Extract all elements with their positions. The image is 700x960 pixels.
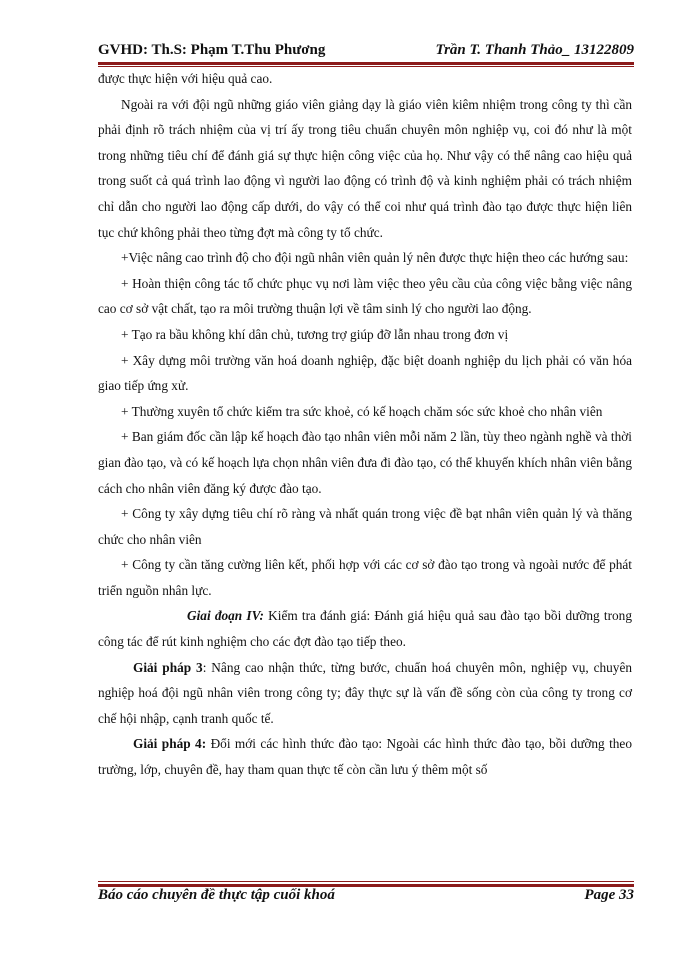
footer-rule-thin: [98, 881, 634, 882]
solution-4-label: Giải pháp 4:: [133, 736, 207, 752]
solution-3-label: Giải pháp 3: [133, 659, 203, 675]
header-rule-thick: [98, 62, 634, 65]
footer-page-number: Page 33: [584, 887, 634, 903]
stage-iv-label: Giai đoạn IV:: [187, 608, 264, 624]
paragraph-solution-3: [98, 655, 632, 732]
paragraph: + Ban giám đốc cần lập kế hoạch đào tạo nhân viên mỗi năm 2 lần, tùy theo ngành nghề và thời gian đào tạo, và có kế hoạch lựa chọn nhân viên đưa đi đào tạo, có thể khuyến khích nhân viên bằng cách cho nhân viên đăng ký được đào tạo.: [98, 429, 632, 496]
paragraph: + Tạo ra bầu không khí dân chủ, tương trợ giúp đỡ lẫn nhau trong đơn vị: [121, 326, 509, 342]
page-header: [98, 42, 634, 62]
paragraph-stage-iv: [98, 603, 632, 654]
header-advisor: GVHD: Th.S: Phạm T.Thu Phương: [98, 42, 326, 58]
paragraph: được thực hiện với hiệu quả cao.: [98, 71, 273, 86]
footer-report-title: Báo cáo chuyên đề thực tập cuối khoá: [98, 887, 335, 903]
header-author: Trần T. Thanh Thảo_ 13122809: [435, 42, 634, 58]
paragraph: + Xây dựng môi trường văn hoá doanh nghiệp, đặc biệt doanh nghiệp du lịch phải có văn hóa giao tiếp ứng xử.: [98, 352, 632, 394]
page-footer: [98, 887, 634, 907]
paragraph: +Việc nâng cao trình độ cho đội ngũ nhân viên quản lý nên được thực hiện theo các hướng sau:: [121, 250, 629, 266]
paragraph: + Công ty cần tăng cường liên kết, phối hợp với các cơ sở đào tạo trong và ngoài nước để phát triển nguồn nhân lực.: [98, 557, 632, 598]
solution-4-text: Đổi mới các hình thức đào tạo: Ngoài các hình thức đào tạo, bồi dưỡng theo trường, lớp, chuyên đề, hay tham quan thực tế còn cần lưu ý thêm một số: [98, 736, 632, 778]
paragraph: + Công ty xây dựng tiêu chí rõ ràng và nhất quán trong việc đề bạt nhân viên quản lý và thăng chức cho nhân viên: [98, 506, 632, 547]
paragraph: + Thường xuyên tổ chức kiểm tra sức khoẻ, có kế hoạch chăm sóc sức khoẻ cho nhân viên: [121, 403, 603, 419]
paragraph: Ngoài ra với đội ngũ những giáo viên giảng dạy là giáo viên kiêm nhiệm trong công ty thì cần phải định rõ trách nhiệm của vị trí ấy trong tiêu chuẩn chuyên môn nghiệp vụ, coi đó như là một trong những tiêu chí để đánh giá sự thực hiện công việc của họ. Như vậy có thể nâng cao hiệu quả trong suốt cả quá trình lao động vì người lao động có trình độ và kinh nghiệm phải có trách nhiệm chỉ dẫn cho người lao động cấp dưới, do vậy có thể coi như quá trình đào tạo được thực hiện liên tục chứ không phải theo từng đợt mà công ty tổ chức.: [98, 96, 632, 240]
paragraph: + Hoàn thiện công tác tổ chức phục vụ nơi làm việc theo yêu cầu của công việc bằng việc nâng cao cơ sở vật chất, tạo ra môi trường thuận lợi về tâm sinh lý cho người lao động.: [98, 275, 632, 317]
document-body: [98, 66, 632, 783]
paragraph-solution-4: [98, 731, 632, 782]
solution-3-text: : Nâng cao nhận thức, từng bước, chuẩn hoá chuyên môn, nghiệp vụ, chuyên nghiệp hoá đội ngũ nhân viên trong công ty; đây thực sự là vấn đề sống còn của công ty trong cơ chế hội nhập, cạnh tranh quốc tế.: [98, 659, 632, 726]
stage-iv-text: Kiểm tra đánh giá: Đánh giá hiệu quả sau đào tạo bồi dưỡng trong công tác để rút kinh nghiệm cho các đợt đào tạo tiếp theo.: [98, 608, 632, 650]
